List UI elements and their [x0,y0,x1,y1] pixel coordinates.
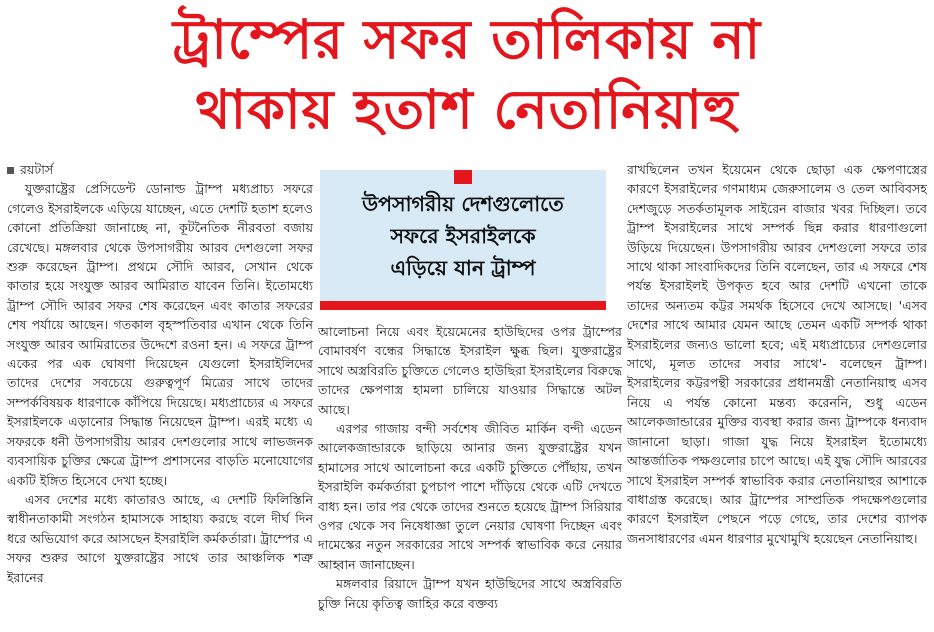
pull-quote-marker [454,170,472,184]
headline [0,0,934,155]
paragraph: রাখছিলেন তখন ইয়েমেন থেকে ছোড়া এক ক্ষেপণাস্ত্রের কারণে ইসরাইলের গণমাধ্যম জেরুসালেম ও তেল আবিবসহ দেশজুড়ে সতর্কতামূলক সাইরেন বাজার খবর দিচ্ছিল। তবে ট্রাম্প ইসরাইলের সাথে সম্পর্ক ছিন্ন করার ধারণাগুলো উড়িয়ে দিয়েছেন। উপসাগরীয় আরব দেশগুলো সফরে তার সাথে থাকা সাংবাদিকদের তিনি বলেছেন, তার এ সফরে শেষ পর্যন্ত ইসরাইলই উপকৃত হবে আর দেশটি এখনো তাকে তাদের অন্যতম কট্টর সমর্থক হিসেবে দেখে আসছে। 'এসব দেশের সাথে আমার যেমন আছে তেমন একটি সম্পর্ক থাকা ইসরাইলের জন্যও ভালো হবে; এই মধ্যপ্রাচ্যের দেশগুলোর সাথে, মূলত তাদের সবার সাথে'- বলেছেন ট্রাম্প। ইসরাইলের কট্টরপন্থী সরকারের প্রধানমন্ত্রী নেতানিয়াহু এসব নিয়ে এ পর্যন্ত কোনো মন্তব্য করেননি, শুধু এডেন আলেকজান্ডারের মুক্তির ব্যবস্থা করার জন্য ট্রাম্পকে ধন্যবাদ জানানো ছাড়া। গাজা যুদ্ধ নিয়ে ইসরাইল ইতোমধ্যে আন্তর্জাতিক পক্ষগুলোর চাপে আছে। এই যুদ্ধ সৌদি আরবের সাথে ইসরাইল সম্পর্ক স্বাভাবিক করার নেতানিয়াহুর আশাকে বাধাগ্রস্ত করেছে। আর ট্রাম্পের সাম্প্রতিক পদক্ষেপগুলোর কারণে ইসরাইল পেছনে পড়ে গেছে, তার দেশের ব্যাপক জনসাধারণের এমন ধারণার মুখোমুখি হয়েছেন নেতানিয়াহু। [627,162,927,546]
bullet-icon [7,167,14,174]
pull-quote-line-3: এড়িয়ে যান ট্রাম্প [390,256,536,280]
pull-quote-line-2: সফরে ইসরাইলকে [390,224,536,248]
pull-quote-underline [320,301,606,310]
article-column-2 [318,322,622,622]
paragraph: এরপর গাজায় বন্দী সর্বশেষ জীবিত মার্কিন বন্দী এডেন আলেকজান্ডারকে ছাড়িয়ে আনার জন্য যুক্তরাষ্ট্রের যখন হামাসের সাথে আলোচনা করে একটি চুক্তিতে পৌঁছায়, তখন ইসরাইলি কর্মকর্তারা চুপচাপ পাশে দাঁড়িয়ে থেকে এটি দেখতে বাধ্য হন। তার পর থেকে তাদের শুনতে হয়েছে ট্রাম্প সিরিয়ার ওপর থেকে সব নিষেধাজ্ঞা তুলে নেয়ার ঘোষণা দিচ্ছেন এবং দামেস্কের নতুন সরকারের সাথে সম্পর্ক স্বাভাবিক করে নেয়ার আহ্বান জানাচ্ছেন। [318,421,622,572]
pull-quote-text [320,188,606,284]
headline-line-2: থাকায় হতাশ নেতানিয়াহু [195,78,739,141]
article-column-1 [7,160,313,632]
byline-text: রয়টার্স [20,162,54,177]
paragraph: যুক্তরাষ্ট্রের প্রেসিডেন্ট ডোনাল্ড ট্রাম্প মধ্যপ্রাচ্য সফরে গেলেও ইসরাইলকে এড়িয়ে যাচ্ছেন, এতে দেশটি হতাশ হলেও কোনো প্রতিক্রিয়া জানাচ্ছে না, কূটনৈতিক নীরবতা বজায় রেখেছে। মঙ্গলবার থেকে উপসাগরীয় আরব দেশগুলো সফর শুরু করেছেন ট্রাম্প। প্রথমে সৌদি আরব, সেখান থেকে কাতার হয়ে সংযুক্ত আরব আমিরাত যাবেন তিনি। ইতোমধ্যে ট্রাম্প সৌদি আরব সফর শেষ করেছেন এবং কাতার সফরের শেষ পর্যায়ে আছেন। গতকাল বৃহস্পতিবার এখান থেকে তিনি সংযুক্ত আরব আমিরাতের উদ্দেশে রওনা হন। এ সফরে ট্রাম্প একের পর এক ঘোষণা দিয়েছেন যেগুলো ইসরাইলিদের তাদের দেশের সবচেয়ে গুরুত্বপূর্ণ মিত্রের সাথে তাদের সম্পর্কবিষয়ক ধারণাকে কাঁপিয়ে দিয়েছে। মধ্যপ্রাচ্যের এ সফরে ইসরাইলকে এড়ানোর সিদ্ধান্ত নিয়েছেন ট্রাম্প। এরই মধ্যে এ সফরকে ধনী উপসাগরীয় আরব দেশগুলোর সাথে লাভজনক ব্যবসায়িক চুক্তির ক্ষেত্রে ট্রাম্প প্রশাসনের বাড়তি মনোযোগের একটি ইঙ্গিত হিসেবে দেখা হচ্ছে। [7,181,313,488]
pull-quote-box [320,170,606,310]
paragraph: আলোচনা নিয়ে এবং ইয়েমেনের হাউছিদের ওপর ট্রাম্পের বোমাবর্ষণ বন্ধের সিদ্ধান্তে ইসরাইল ক্ষুব্ধ ছিল। যুক্তরাষ্ট্রের সাথে অস্ত্রবিরতি চুক্তিতে গেলেও হাউছিরা ইসরাইলের বিরুদ্ধে তাদের ক্ষেপণাস্ত্র হামলা চালিয়ে যাওয়ার সিদ্ধান্তে অটল আছে। [318,324,622,417]
byline [7,160,313,179]
article-column-3 [627,160,927,620]
paragraph: মঙ্গলবার রিয়াদে ট্রাম্প যখন হাউছিদের সাথে অস্ত্রবিরতি চুক্তি নিয়ে কৃতিত্ব জাহির করে বক্তব্য [318,576,622,611]
headline-line-1: ট্রাম্পের সফর তালিকায় না [172,8,762,71]
pull-quote-line-1: উপসাগরীয় দেশগুলোতে [362,192,564,216]
paragraph: এসব দেশের মধ্যে কাতারও আছে, এ দেশটি ফিলিস্তিনি স্বাধীনতাকামী সংগঠন হামাসকে সাহায্য করছে বলে দীর্ঘ দিন ধরে অভিযোগ করে আসছেন ইসরাইলি কর্মকর্তারা। ট্রাম্পের এ সফর শুরুর আগে যুক্তরাষ্ট্রের সাথে তার আঞ্চলিক শত্রু ইরানের [7,491,313,585]
